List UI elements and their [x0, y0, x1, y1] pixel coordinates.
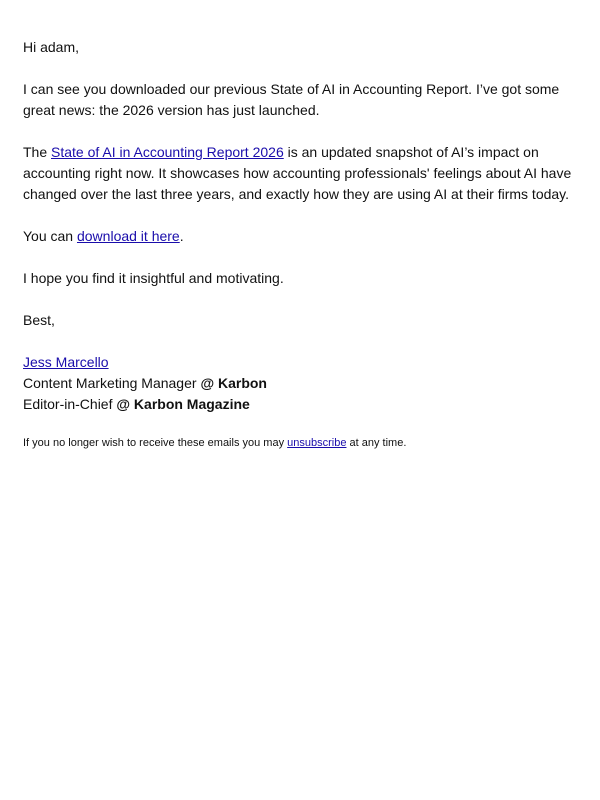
download-paragraph	[23, 226, 577, 247]
footer-suffix: at any time.	[346, 437, 407, 449]
unsubscribe-footer	[23, 436, 577, 451]
signature-title-2-role: Editor-in-Chief	[23, 396, 117, 412]
report-paragraph-suffix: is an updated snapshot of AI’s impact on accounting right now. It showcases how accounting professionals' feelings about AI have changed over the last three years, and exactly how they are using AI at their firms today.	[23, 144, 572, 202]
signature-title-1-company: @ Karbon	[200, 375, 267, 391]
signature-block	[23, 352, 577, 415]
signature-title-1-role: Content Marketing Manager	[23, 375, 201, 391]
signature-title-1	[23, 373, 577, 394]
footer-prefix: If you no longer wish to receive these emails you may	[23, 437, 288, 449]
signature-title-2-company: @ Karbon Magazine	[116, 396, 250, 412]
unsubscribe-link[interactable]: unsubscribe	[287, 437, 347, 449]
download-link[interactable]: download it here	[76, 228, 180, 244]
closing: Best,	[23, 312, 55, 328]
hope-paragraph: I hope you find it insightful and motivating.	[23, 270, 284, 286]
greeting: Hi adam,	[23, 39, 80, 55]
report-paragraph	[23, 142, 577, 205]
signature-name-link[interactable]: Jess Marcello	[23, 354, 109, 370]
download-paragraph-suffix: .	[179, 228, 184, 244]
report-link[interactable]: State of AI in Accounting Report 2026	[51, 144, 284, 160]
report-paragraph-prefix: The	[23, 144, 52, 160]
signature-title-2	[23, 394, 577, 415]
intro-paragraph: I can see you downloaded our previous State of AI in Accounting Report. I’ve got some great news: the 2026 version has just launched.	[23, 81, 560, 118]
download-paragraph-prefix: You can	[23, 228, 77, 244]
